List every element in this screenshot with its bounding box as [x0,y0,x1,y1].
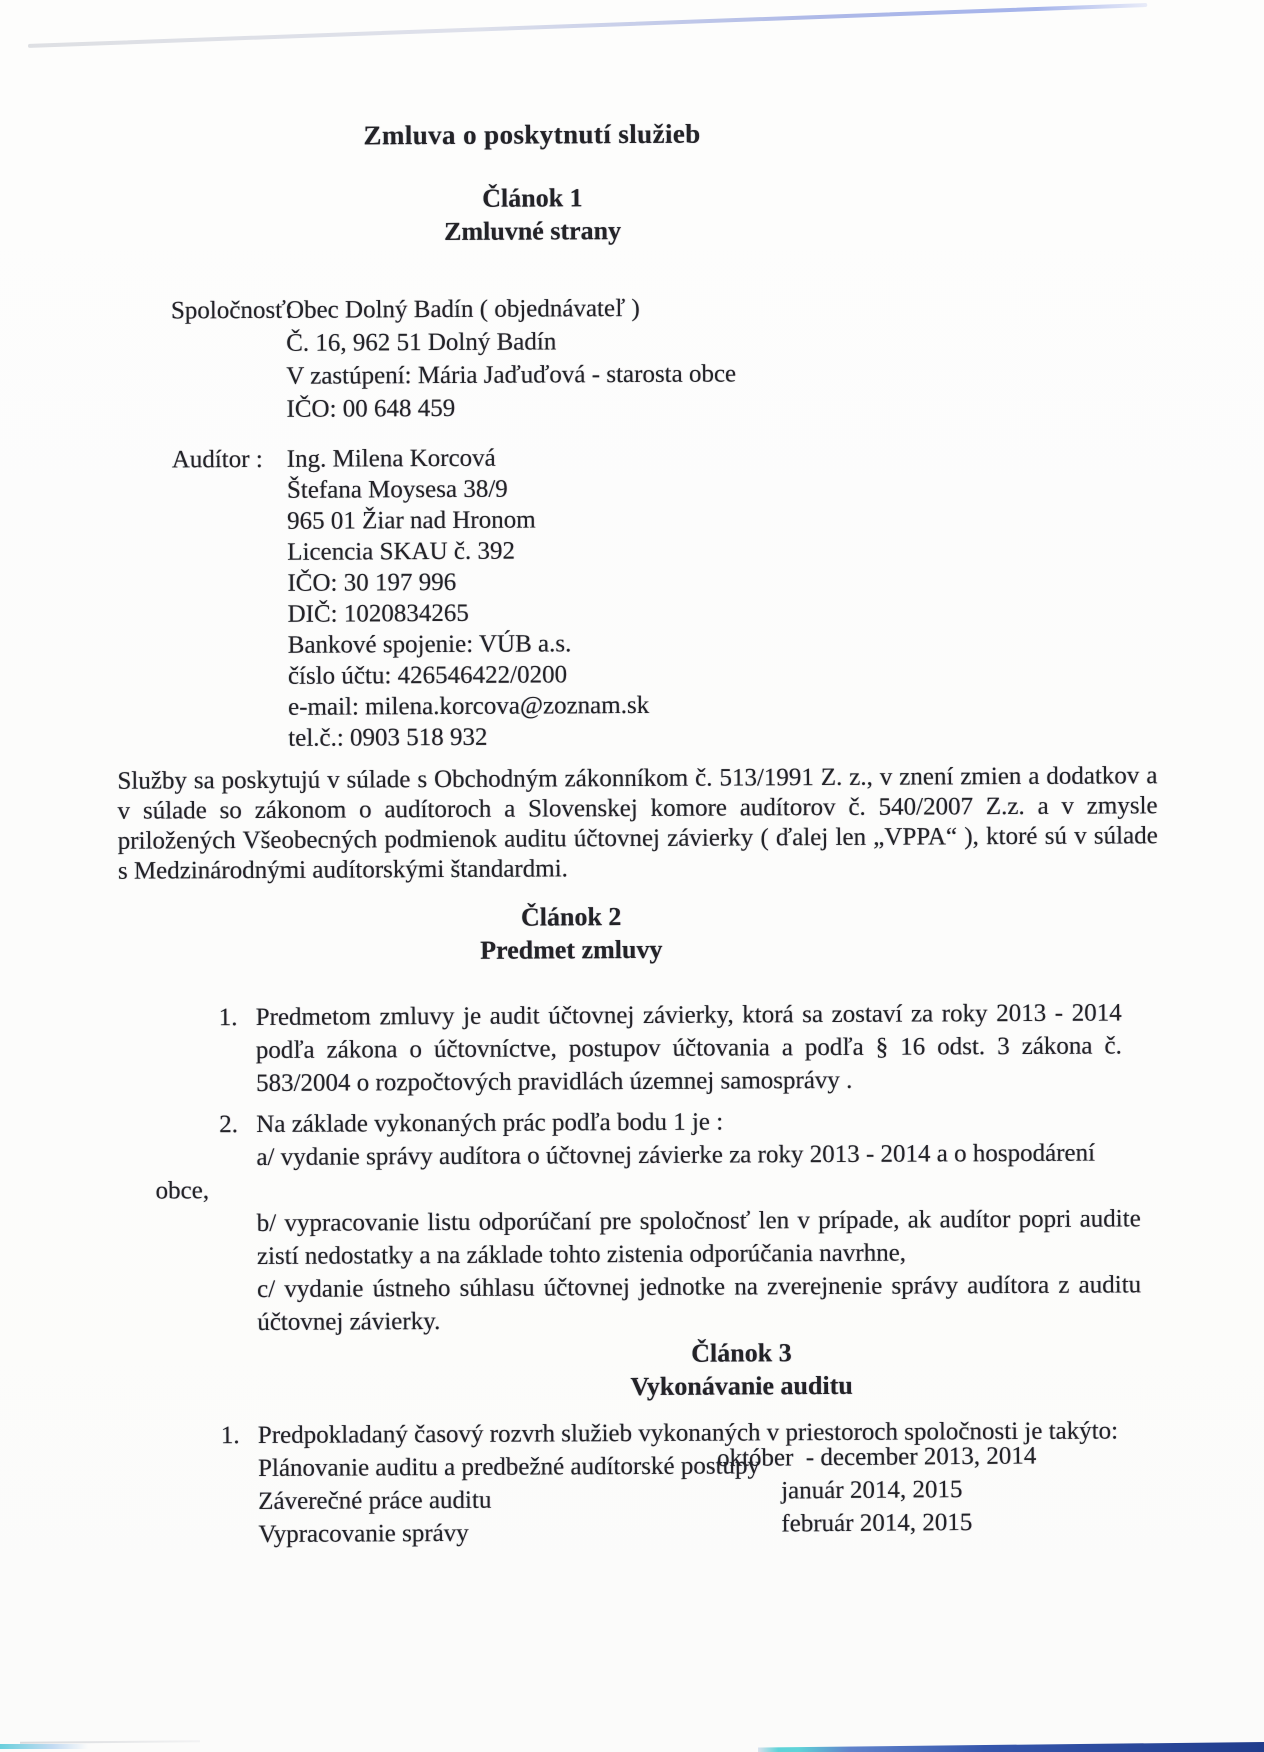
auditor-licence: Licencia SKAU č. 392 [287,537,516,566]
auditor-label: Audítor : [171,445,263,474]
article2-item2-number: 2. [219,1111,239,1139]
article2-item2-point-a-overflow: obce, [155,1177,210,1205]
schedule-activity: Plánovanie auditu a predbežné audítorské postupy [257,1452,761,1482]
article3-heading-block [6,1334,1264,1407]
document-title-text: Zmluva o poskytnutí služieb [363,118,701,151]
article2-item2-body [155,1103,1142,1339]
schedule-period: január 2014, 2015 [781,1476,963,1505]
services-paragraph: Služby sa poskytujú v súlade s Obchodným zákonníkom č. 513/1991 Z. z., v znení zmien a dodatkov a v súlade so zákonom o audítoroch a Slovenskej komore audítorov č. 540/2007 Z.z. a v zmysle priložených Všeobecných podmienok auditu účtovnej závierky ( ďalej len „VPPA“ ), ktoré sú v súlade s Medzinárodnými audítorskými štandardmi. [117,762,1158,885]
schedule-row [258,1476,1264,1518]
article3-item1-number: 1. [220,1422,240,1450]
article1-subheading: Zmluvné strany [444,216,622,246]
article2-item2-point-c: c/ vydanie ústneho súhlasu účtovnej jednotke na zverejnenie správy audítora z auditu účtovnej závierky. [257,1271,1142,1336]
schedule-period: február 2014, 2015 [781,1508,973,1538]
auditor-dic: DIČ: 1020834265 [287,599,469,628]
company-block [171,289,1264,427]
article2-heading: Článok 2 [520,902,622,932]
auditor-block [172,439,1264,755]
auditor-city: 965 01 Žiar nad Hronom [287,506,536,535]
article2-item2 [155,1103,1264,1339]
article1-heading-block [0,178,1264,251]
article2-item1-text: Predmetom zmluvy je audit účtovnej závierky, ktorá sa zostaví za roky 2013 - 2014 podľa zákona o účtovníctve, postupov účtovania a podľa § 16 odst. 3 zákona č. 583/2004 o rozpočtových pravidlách územnej samosprávy . [255,999,1122,1097]
article3-subheading: Vykonávanie auditu [630,1370,853,1402]
schedule-period: október - december 2013, 2014 [716,1442,1037,1472]
auditor-details [287,439,1264,754]
article1-heading: Článok 1 [482,183,583,213]
auditor-phone: tel.č.: 0903 518 932 [288,723,488,752]
company-ico: IČO: 00 648 459 [286,394,456,423]
scan-artifact-bottom-right-line [758,1742,1264,1752]
auditor-email: e-mail: milena.korcova@zoznam.sk [287,691,650,721]
article3-heading: Článok 3 [691,1338,792,1368]
company-details [286,289,1264,426]
article2-heading-block [4,897,1264,970]
company-label: Spoločnosť: [170,296,293,325]
company-name: Obec Dolný Badín ( objednávateľ ) [285,294,640,324]
schedule-row [258,1508,1264,1551]
article2-subheading: Predmet zmluvy [480,934,663,965]
scan-artifact-bottom-left-line [0,1744,88,1749]
schedule-activity: Záverečné práce auditu [258,1486,492,1515]
auditor-name: Ing. Milena Korcová [286,444,496,473]
article2-item1-number: 1. [218,1004,238,1032]
company-address: Č. 16, 962 51 Dolný Badín [286,328,557,357]
article2-item1 [219,996,1264,1100]
audit-schedule [257,1442,1264,1551]
auditor-street: Štefana Moysesa 38/9 [286,475,508,504]
auditor-ico: IČO: 30 197 996 [287,568,457,597]
article2-item2-point-a: a/ vydanie správy audítora o účtovnej závierke za roky 2013 - 2014 a o hospodárení [256,1139,1096,1171]
article3-item1-text: Predpokladaný časový rozvrh služieb vykonaných v priestoroch spoločnosti je takýto: [257,1417,1119,1449]
auditor-account: číslo účtu: 426546422/0200 [287,661,568,690]
article2-item2-intro: Na základe vykonaných prác podľa bodu 1 je : [256,1108,724,1138]
auditor-bank: Bankové spojenie: VÚB a.s. [287,630,572,659]
schedule-row [257,1442,1264,1485]
article2-item2-point-b: b/ vypracovanie listu odporúčaní pre spoločnosť len v prípade, ak audítor popri audite zistí nedostatky a na základe tohto zistenia odporúčania navrhne, [256,1205,1141,1270]
schedule-activity: Vypracovanie správy [258,1519,469,1548]
company-representative: V zastúpení: Mária Jaďuďová - starosta obce [286,360,737,390]
document-title [0,0,1264,154]
